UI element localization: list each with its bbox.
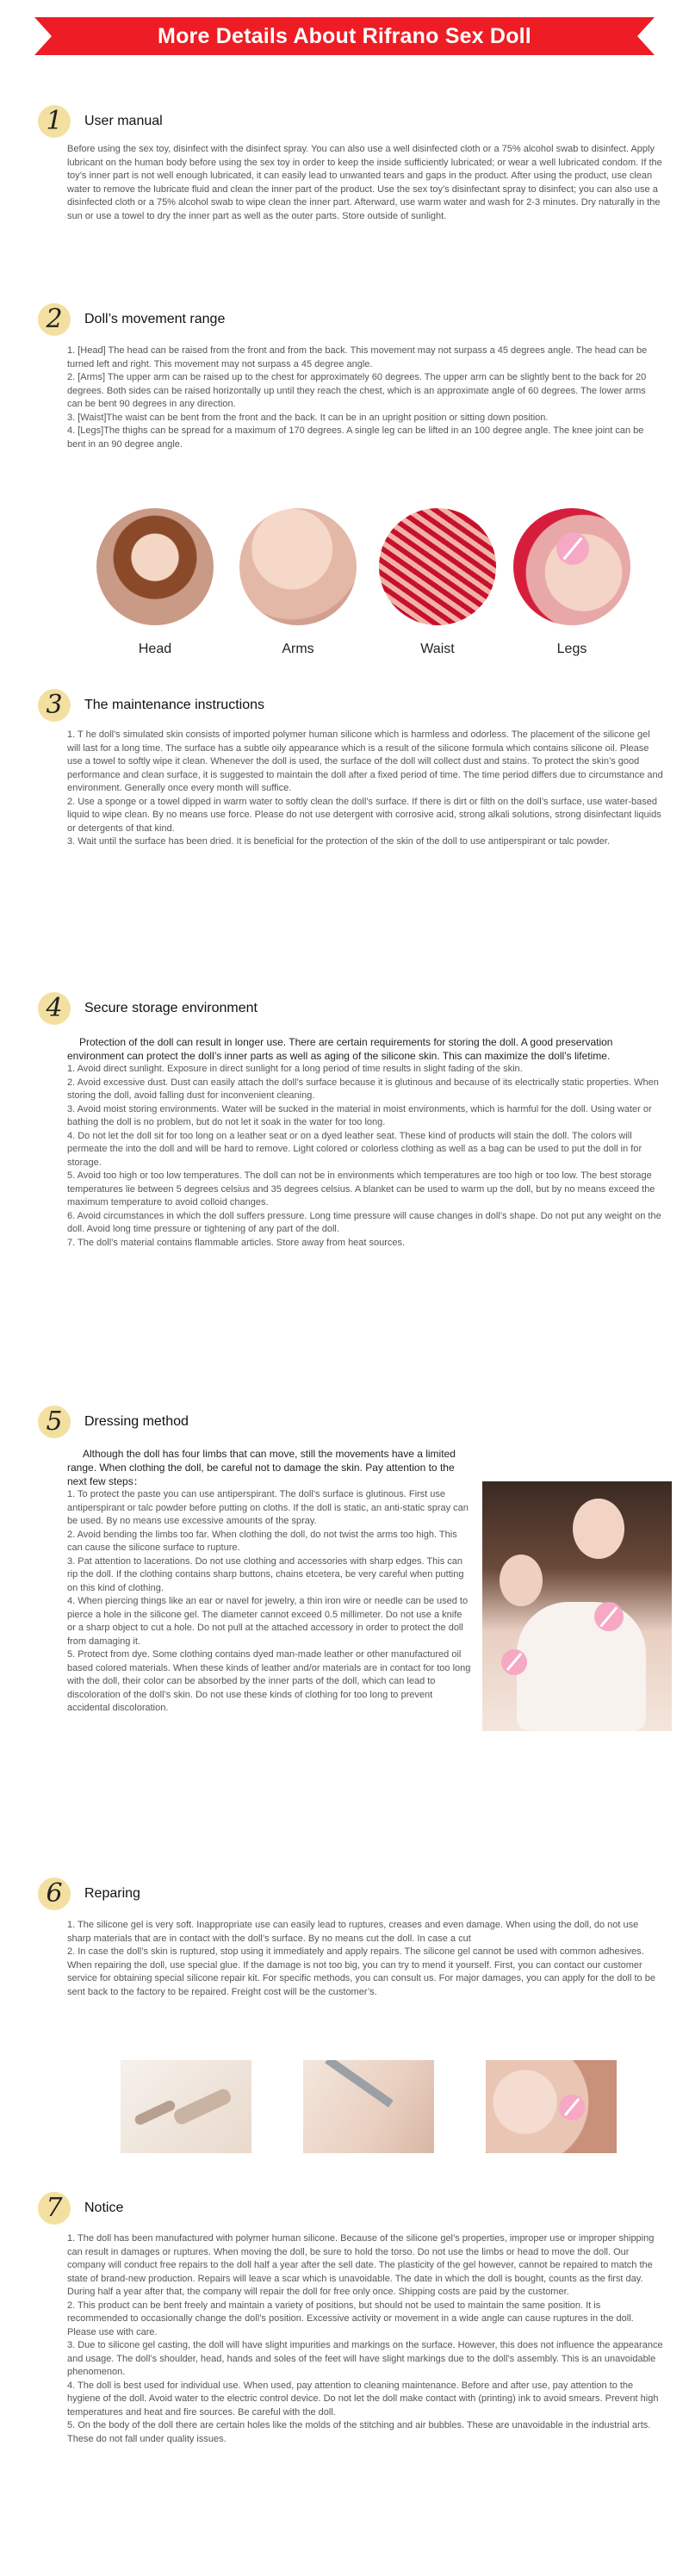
repair-tool-shape: [171, 2087, 233, 2126]
notice-item: 5. On the body of the doll there are certain holes like the molds of the stitching and air bubbles. These are unavoidable in the industrial arts. These do not fall under quality issues.: [67, 2420, 651, 2444]
page-banner: [34, 17, 655, 55]
section-number-badge: 4: [38, 992, 71, 1025]
section-6-body: [67, 1919, 663, 1999]
repair-tool-shape: [133, 2099, 177, 2126]
dressing-photo: [482, 1481, 672, 1731]
legs-photo: [513, 508, 630, 625]
head-photo: [96, 508, 214, 625]
movement-item: 1. [Head] The head can be raised from the front and from the back. This movement may not surpass a 45 degrees angle. The head can be turned left and right. This movement may not surpass a 45 degree angle.: [67, 345, 648, 369]
notice-item: 1. The doll has been manufactured with polymer human silicone. Because of the silicone gel’s properties, improper use or improper shipping can result in damages or ruptures. When moving the doll, be sure to hold the torso. Do not use the limbs or head to move the doll. Our company will conduct free repairs to the doll half a year after the sell date. The plasticity of the gel however, cannot be repaired to match the state of brand-new production. Repairs will leave a scar which is unavoidable. The date in which the doll is bought, counts as the first day. During half a year after that, the company will repair the doll for free only once. Shipping costs are paid by the customer.: [67, 2233, 655, 2297]
doll-face-shape: [500, 1555, 543, 1606]
censor-mark: [501, 1649, 527, 1675]
head-caption: Head: [138, 642, 172, 656]
movement-item: 4. [Legs]The thighs can be spread for a maximum of 170 degrees. A single leg can be lifted in an 100 degree angle. The knee joint can be bent in an 90 degree angle.: [67, 425, 644, 450]
maintenance-item: 2. Use a sponge or a towel dipped in warm water to softly clean the doll’s surface. If there is dirt or filth on the doll’s surface, use water-based liquid to wipe clean. By no means use force. Please do not use detergent with corrosive acid, strong alkali solutions, strong disinfectant liquids or detergents of that kind.: [67, 796, 661, 834]
dressing-item: 3. Pat attention to lacerations. Do not use clothing and accessories with sharp edges. This can rip the doll. If the clothing contains sharp buttons, chains etcetera, be very careful when putting on this kind of clothing.: [67, 1555, 464, 1593]
section-number-badge: 7: [38, 2192, 71, 2225]
storage-intro: Protection of the doll can result in longer use. There are certain requirements for storing the doll. A good preservation environment can protect the doll’s inner parts as well as aging of the silicone skin. This can maximize the doll’s lifetime.: [67, 1036, 613, 1062]
repair-tool-shape: [325, 2060, 393, 2107]
section-title: Doll’s movement range: [84, 312, 226, 326]
maintenance-item: 1. T he doll’s simulated skin consists of imported polymer human silicone which is harmless and odorless. The placement of the silicone gel will last for a long time. The surface has a subtle oily appearance which is a result of the silicone formula which contains silicone oil. Please use a towel to softly wipe it clean. Whenever the doll is used, the surface of the doll will collect dust and stains. To protect the skin’s good performance and clean surface, it is suggested to maintain the doll after a fixed period of time. The time period differs due to circumstance and environment. Generally once every month will suffice.: [67, 729, 663, 793]
section-number-badge: 3: [38, 689, 71, 722]
section-title: Reparing: [84, 1886, 140, 1901]
section-5-body: [67, 1447, 472, 1716]
waist-caption: Waist: [420, 642, 455, 656]
repaired-doll-photo: [486, 2060, 617, 2153]
notice-item: 4. The doll is best used for individual use. When used, pay attention to cleaning maintenance. Before and after use, pay attention to the hygiene of the doll. Avoid water to the electric control device. Do not let the doll make contact with (printing) ink to avoid smears. Prevent high temperatures and heat and fire sources. Be careful with the doll.: [67, 2380, 659, 2418]
section-number-badge: 1: [38, 105, 71, 138]
section-number-badge: 6: [38, 1878, 71, 1910]
notice-item: 2. This product can be bent freely and maintain a variety of positions, but should not be used to maintain the same position. It is recommended to occasionally change the doll’s position. Excessive activity or movement in a wide angle can cause ruptures in the doll. Please use with care.: [67, 2300, 634, 2337]
section-title: Notice: [84, 2200, 124, 2215]
section-2-body: [67, 345, 663, 451]
notice-item: 3. Due to silicone gel casting, the doll will have slight impurities and markings on the surface. However, this does not influence the appearance and usage. The doll’s shoulder, head, hands and soles of the feet will have slight markings due to the doll’s assembly. This is an unavoidable phenomenon.: [67, 2340, 663, 2377]
section-number-badge: 5: [38, 1406, 71, 1438]
repair-item: 2. In case the doll’s skin is ruptured, stop using it immediately and apply repairs. The silicone gel cannot be used with common adhesives. When repairing the doll, use special glue. If the damage is not too big, you can try to mend it yourself. First, you can contact our customer service for obtaining special silicone repair kit. For specific methods, you can consult us. For major damages, you can apply for the doll to be sent back to the factory to be repaired. Freight cost will be the customer’s.: [67, 1946, 655, 1997]
censor-mark: [559, 2095, 585, 2120]
section-title: The maintenance instructions: [84, 698, 264, 712]
maintenance-item: 3. Wait until the surface has been dried. It is beneficial for the protection of the skin of the doll to use antiperspirant or talc powder.: [67, 836, 611, 847]
section-number-badge: 2: [38, 303, 71, 336]
movement-item: 2. [Arms] The upper arm can be raised up to the chest for approximately 60 degrees. The upper arm can be slightly bent to the back for 20 degrees. Both sides can be raised horizontally up until they reach the chest, which is an approximate angle of 60 degrees. The lower arms can be bent 90 degrees in any direction.: [67, 372, 647, 409]
dressing-intro: Although the doll has four limbs that can move, still the movements have a limited range. When clothing the doll, be careful not to damage the skin. Pay attention to the next few steps：: [67, 1448, 456, 1487]
storage-item: 4. Do not let the doll sit for too long on a leather seat or on a dyed leather seat. These kind of products will stain the doll. The colors will permeate the into the doll and will be hard to remove. Light colored or colorless clothing as well as a bag can be used to put the doll in for storage.: [67, 1130, 642, 1168]
movement-item: 3. [Waist]The waist can be bent from the front and the back. It can be in an upright position or sitting down position.: [67, 412, 549, 423]
waist-photo: [379, 508, 496, 625]
section-title: User manual: [84, 114, 163, 128]
repair-item: 1. The silicone gel is very soft. Inappropriate use can easily lead to ruptures, creases and even damage. When using the doll, do not use sharp materials that are in contact with the doll’s surface. By no means cut the doll. In case a cut: [67, 1920, 639, 1944]
storage-item: 6. Avoid circumstances in which the doll suffers pressure. Long time pressure will cause changes in doll’s shape. Do not put any weight on the doll. Avoid long time pressure or tightening of any part of the doll.: [67, 1210, 661, 1234]
section-title: Secure storage environment: [84, 1001, 258, 1015]
repair-process-photo: [303, 2060, 434, 2153]
arms-photo: [239, 508, 357, 625]
censor-mark: [556, 532, 589, 565]
banner-title: More Details About Rifrano Sex Doll: [158, 24, 531, 48]
doll-face-shape: [573, 1499, 624, 1559]
dressing-item: 5. Protect from dye. Some clothing contains dyed man-made leather or other manufactured oil based colored materials. When these kinds of leather and/or materials are in contact for too long with the doll, their color can be absorbed by the inner parts of the doll, which can lead to discoloration of the doll’s skin. Do not use these kinds of clothing for too long to prevent accidental discoloration.: [67, 1649, 471, 1713]
user-manual-text: Before using the sex toy, disinfect with the disinfect spray. You can also use a well disinfected cloth or a 75% alcohol swab to disinfect. Apply lubricant on the human body before using the sex toy in order to keep the inside sufficiently lubricated; or wear a well lubricated condom. If the toy’s inner part is not well enough lubricated, it can easily lead to unwanted tears and gaps in the product. After using the product, use clean water to remove the lubricate fluid and clean the inner part of the product. Use the sex toy’s disinfectant spray to disinfect; you can also use a disinfected cloth or a 75% alcohol swab to wipe clean the inner part. Afterward, use warm water and wash for 2-3 minutes. Dry naturally in the sun or use a towel to dry the inner part as well as the outer parts. Store outside of sunlight.: [67, 144, 662, 221]
section-7-body: [67, 2232, 663, 2446]
storage-item: 5. Avoid too high or too low temperatures. The doll can not be in environments which temperatures are too high or too low. The best storage temperatures lie between 5 degrees celsius and 35 degrees celsius. A blanket can be used to warm up the doll, but by no means exceed the maximum temperature to avoid colloid changes.: [67, 1170, 655, 1207]
storage-item: 7. The doll’s material contains flammable articles. Store away from heat sources.: [67, 1237, 406, 1248]
storage-item: 2. Avoid excessive dust. Dust can easily attach the doll’s surface because it is glutinous and because of its electrically static properties. When storing the doll, avoid falling dust for inconvenient cleaning.: [67, 1077, 659, 1101]
section-title: Dressing method: [84, 1414, 189, 1429]
legs-caption: Legs: [556, 642, 587, 656]
dressing-item: 4. When piercing things like an ear or navel for jewelry, a thin iron wire or needle can be used to pierce a hole in the silicone gel. The diameter cannot exceed 0.5 millimeter. Do not use a knife or a sharp object to cut a hole. Do not pull at the attached accessory in order to protect the doll from damaging it.: [67, 1596, 469, 1647]
dressing-item: 2. Avoid bending the limbs too far. When clothing the doll, do not twist the arms too high. This can cause the silicone surface to rupture.: [67, 1529, 457, 1553]
section-1-body: [67, 143, 663, 223]
repair-kit-photo: [121, 2060, 251, 2153]
dress-fabric-shape: [517, 1602, 646, 1731]
section-3-body: [67, 729, 663, 849]
dressing-item: 1. To protect the paste you can use antiperspirant. The doll’s surface is glutinous. First use antiperspirant or talc powder before putting on cloths. If the doll is static, an anti-static spray can be used. By no means use excessive amounts of the spray.: [67, 1489, 469, 1526]
censor-mark: [594, 1602, 624, 1631]
arms-caption: Arms: [282, 642, 314, 656]
storage-item: 3. Avoid moist storing environments. Water will be sucked in the material in moist environments, which is harmful for the doll. Using water or bathing the doll is no problem, but do not let it soak in the water for too long.: [67, 1103, 652, 1127]
storage-item: 1. Avoid direct sunlight. Exposure in direct sunlight for a long period of time results in slight fading of the skin.: [67, 1064, 523, 1074]
section-4-body: [67, 1035, 663, 1250]
